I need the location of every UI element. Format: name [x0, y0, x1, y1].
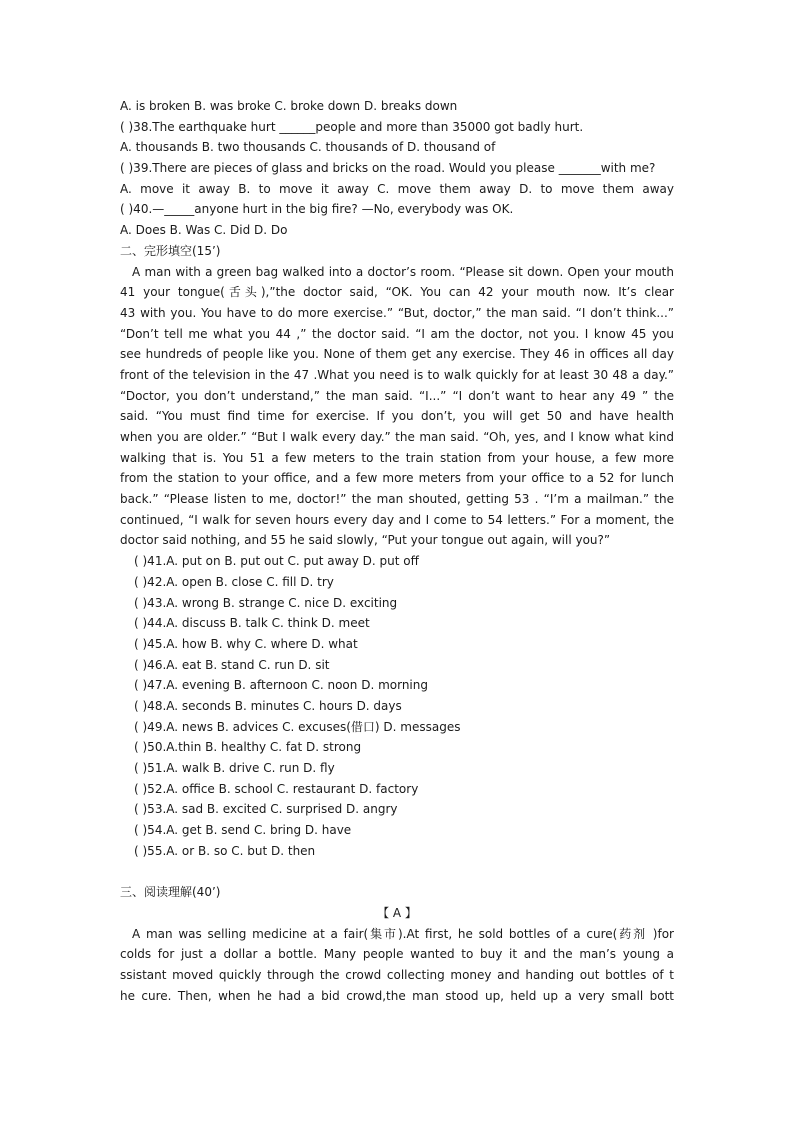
answer-options-38: A. thousands B. two thousands C. thousands of D. thousand of [120, 140, 496, 155]
reading-passage [120, 924, 674, 1007]
cloze-question-42: ( )42.A. open B. close C. fill D. try [134, 574, 334, 589]
section-heading-reading: 三、阅读理解(40’) [120, 885, 221, 900]
cloze-passage-line: front of the television in the 47 .What you need is to walk quickly for at least 30 48 a day.” [120, 367, 674, 382]
question-40: ( )40.—_____anyone hurt in the big fire? —No, everybody was OK. [120, 202, 514, 217]
cloze-passage-line: continued, “I walk for seven hours every day and I come to 54 letters.” For a moment, the [120, 512, 674, 527]
cloze-passage-line: back.” “Please listen to me, doctor!” the man shouted, getting 53 . “I’m a mailman.” the [120, 492, 674, 507]
cloze-section [120, 241, 674, 862]
cloze-passage-line: walking that is. You 51 a few meters to the train station from your house, a few more [120, 450, 674, 465]
cloze-question-46: ( )46.A. eat B. stand C. run D. sit [134, 657, 330, 672]
cloze-question-55: ( )55.A. or B. so C. but D. then [134, 843, 316, 858]
reading-passage-line: colds for just a dollar a bottle. Many people wanted to buy it and the man’s young a [120, 947, 674, 962]
question-38: ( )38.The earthquake hurt ______people and more than 35000 got badly hurt. [120, 119, 584, 134]
top-questions [120, 96, 674, 241]
document-content [120, 96, 674, 1006]
cloze-question-50: ( )50.A.thin B. healthy C. fat D. strong [134, 740, 362, 755]
cloze-question-53: ( )53.A. sad B. excited C. surprised D. angry [134, 802, 398, 817]
cloze-question-49: ( )49.A. news B. advices C. excuses(借口) D. messages [134, 719, 461, 734]
answer-options-37: A. is broken B. was broke C. broke down D. breaks down [120, 99, 458, 113]
cloze-questions [120, 551, 674, 861]
cloze-question-45: ( )45.A. how B. why C. where D. what [134, 636, 358, 651]
section-heading-cloze: 二、完形填空(15’) [120, 243, 221, 258]
answer-options-39: A. move it away B. to move it away C. move them away D. to move them away [120, 181, 674, 196]
reading-passage-line: he cure. Then, when he had a bid crowd,the man stood up, held up a very small bott [120, 988, 674, 1003]
cloze-passage [120, 262, 674, 552]
cloze-passage-line: see hundreds of people like you. None of them get any exercise. They 46 in offices all day [120, 347, 674, 362]
cloze-question-47: ( )47.A. evening B. afternoon C. noon D. morning [134, 678, 428, 693]
reading-part-label: 【 A 】 [377, 905, 417, 920]
cloze-question-48: ( )48.A. seconds B. minutes C. hours D. days [134, 698, 402, 713]
cloze-passage-line: “Doctor, you don’t understand,” the man said. “I...” “I don’t want to hear any 49 ” the [120, 388, 674, 403]
cloze-question-51: ( )51.A. walk B. drive C. run D. fly [134, 761, 335, 775]
cloze-question-44: ( )44.A. discuss B. talk C. think D. meet [134, 616, 370, 631]
cloze-question-43: ( )43.A. wrong B. strange C. nice D. exciting [134, 595, 398, 610]
cloze-question-41: ( )41.A. put on B. put out C. put away D. put off [134, 554, 419, 569]
cloze-passage-line: 43 with you. You have to do more exercise.” “But, doctor,” the man said. “I don’t think...” [120, 305, 674, 320]
cloze-passage-line: doctor said nothing, and 55 he said slowly, “Put your tongue out again, will you?” [120, 533, 611, 548]
reading-passage-line: ssistant moved quickly through the crowd collecting money and handing out bottles of t [120, 967, 674, 982]
cloze-question-52: ( )52.A. office B. school C. restaurant D. factory [134, 781, 419, 796]
cloze-question-54: ( )54.A. get B. send C. bring D. have [134, 823, 352, 838]
cloze-passage-line: from the station to your office, and a few more meters from your office to a 52 for lunch [120, 471, 674, 486]
section-spacer [120, 861, 674, 882]
reading-section [120, 882, 674, 1006]
cloze-passage-line: when you are older.” “But I walk every day.” the man said. “Oh, yes, and I know what kind [120, 430, 674, 444]
question-39: ( )39.There are pieces of glass and bricks on the road. Would you please _______with me? [120, 161, 656, 176]
cloze-passage-line: said. “You must find time for exercise. If you don’t, you will get 50 and have health [120, 409, 674, 424]
answer-options-40: A. Does B. Was C. Did D. Do [120, 223, 288, 238]
cloze-passage-line: “Don’t tell me what you 44 ,” the doctor said. “I am the doctor, not you. I know 45 you [120, 326, 674, 341]
cloze-passage-line: 41 your tongue(舌头),”the doctor said, “OK. You can 42 your mouth now. It’s clear [120, 285, 674, 300]
cloze-passage-line: A man with a green bag walked into a doctor’s room. “Please sit down. Open your mouth [132, 264, 674, 279]
reading-passage-line: A man was selling medicine at a fair(集市).At first, he sold bottles of a cure(药剂 )for [132, 926, 674, 941]
